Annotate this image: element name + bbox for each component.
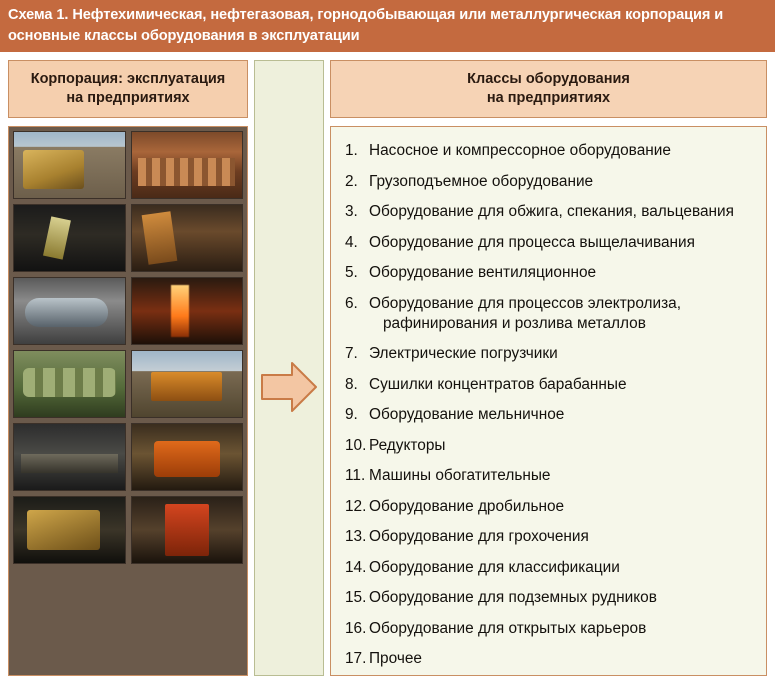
list-item-label: Машины обогатительные bbox=[369, 467, 551, 484]
left-header-line-1: Корпорация: эксплуатация bbox=[30, 71, 226, 87]
list-item bbox=[345, 141, 756, 161]
photo-copper-cathodes bbox=[131, 131, 244, 199]
list-item-number: 7. bbox=[345, 345, 358, 362]
photo-mine-haul-truck bbox=[13, 496, 126, 564]
list-item bbox=[345, 344, 756, 364]
list-item-number: 12. bbox=[345, 497, 367, 515]
equipment-classes-list bbox=[331, 127, 766, 675]
list-item-number: 1. bbox=[345, 142, 358, 159]
list-item-label: Электрические погрузчики bbox=[369, 345, 558, 362]
list-item-label: Насосное и компрессорное оборудование bbox=[369, 142, 671, 159]
list-item bbox=[345, 375, 756, 395]
list-item-label: Сушилки концентратов барабанные bbox=[369, 375, 627, 393]
list-item-label bbox=[369, 294, 756, 334]
right-column bbox=[330, 60, 767, 676]
list-item bbox=[345, 558, 756, 578]
photo-mill-equipment-hall bbox=[13, 350, 126, 418]
list-item-line-2: рафинирования и розлива металлов bbox=[383, 314, 646, 332]
list-item-label: Оборудование дробильное bbox=[369, 497, 565, 515]
list-item bbox=[345, 233, 756, 253]
left-header-line-2: на предприятиях bbox=[66, 90, 190, 106]
photo-excavator-truck bbox=[13, 131, 126, 199]
right-column-header bbox=[330, 60, 767, 118]
list-item bbox=[345, 527, 756, 547]
list-item bbox=[345, 405, 756, 425]
list-item-number: 16. bbox=[345, 619, 367, 637]
list-item bbox=[345, 649, 756, 669]
list-item-label: Грузоподъемное оборудование bbox=[369, 172, 594, 190]
list-item-label: Оборудование мельничное bbox=[369, 406, 565, 423]
connector-band bbox=[254, 60, 324, 676]
list-item bbox=[345, 619, 756, 639]
list-item-number: 9. bbox=[345, 406, 358, 423]
photo-drill-jumbo bbox=[131, 496, 244, 564]
list-item-number: 13. bbox=[345, 528, 367, 545]
list-item-number: 15. bbox=[345, 589, 367, 606]
photo-loader-crane-yard bbox=[131, 350, 244, 418]
figure-title-bar bbox=[0, 0, 775, 52]
left-column bbox=[8, 60, 248, 676]
list-item bbox=[345, 202, 756, 222]
list-item-number: 6. bbox=[345, 294, 358, 312]
right-header-line-1: Классы оборудования bbox=[467, 71, 630, 87]
photo-drilling-rig bbox=[131, 204, 244, 272]
photo-collage-panel bbox=[8, 126, 248, 676]
list-item-label: Оборудование для процесса выщелачивания bbox=[369, 233, 695, 251]
list-item-number: 5. bbox=[345, 264, 358, 281]
photo-molten-metal-pouring bbox=[131, 277, 244, 345]
list-item-number: 2. bbox=[345, 172, 358, 190]
list-item bbox=[345, 294, 756, 334]
right-header-line-2: на предприятиях bbox=[486, 90, 611, 106]
list-item-label: Оборудование для грохочения bbox=[369, 528, 589, 545]
list-item-number: 11. bbox=[345, 467, 366, 484]
equipment-classes-panel bbox=[330, 126, 767, 676]
photo-underground-drilling bbox=[13, 204, 126, 272]
photo-underground-loader bbox=[131, 423, 244, 491]
list-item-number: 8. bbox=[345, 375, 358, 393]
photo-grid bbox=[13, 131, 243, 671]
list-item-label: Оборудование для классификации bbox=[369, 558, 620, 576]
list-item-label: Оборудование для подземных рудников bbox=[369, 589, 657, 606]
list-item-label: Прочее bbox=[369, 650, 422, 667]
flow-arrow-icon bbox=[260, 361, 318, 413]
photo-conveyor-belt bbox=[13, 423, 126, 491]
list-item-number: 17. bbox=[345, 650, 367, 667]
left-column-header bbox=[8, 60, 248, 118]
list-item bbox=[345, 497, 756, 517]
list-item-number: 14. bbox=[345, 558, 367, 576]
figure-body bbox=[0, 52, 775, 680]
list-item-line-1: Оборудование для процессов электролиза, bbox=[369, 294, 682, 312]
list-item-number: 4. bbox=[345, 233, 358, 251]
list-item bbox=[345, 263, 756, 283]
list-item-label: Оборудование для открытых карьеров bbox=[369, 619, 647, 637]
list-item bbox=[345, 172, 756, 192]
figure-title: Схема 1. Нефтехимическая, нефтегазовая, горнодобывающая или металлургическая корпорация и основные классы оборудования в эксплуатации bbox=[8, 7, 724, 44]
list-item bbox=[345, 588, 756, 608]
photo-rotary-kiln bbox=[13, 277, 126, 345]
list-item-number: 3. bbox=[345, 203, 358, 220]
list-item-label: Оборудование вентиляционное bbox=[369, 264, 597, 281]
list-item bbox=[345, 466, 756, 486]
list-item-number: 10. bbox=[345, 436, 367, 454]
list-item bbox=[345, 436, 756, 456]
list-item-label: Редукторы bbox=[369, 436, 446, 454]
list-item-label: Оборудование для обжига, спекания, вальцевания bbox=[369, 203, 734, 220]
